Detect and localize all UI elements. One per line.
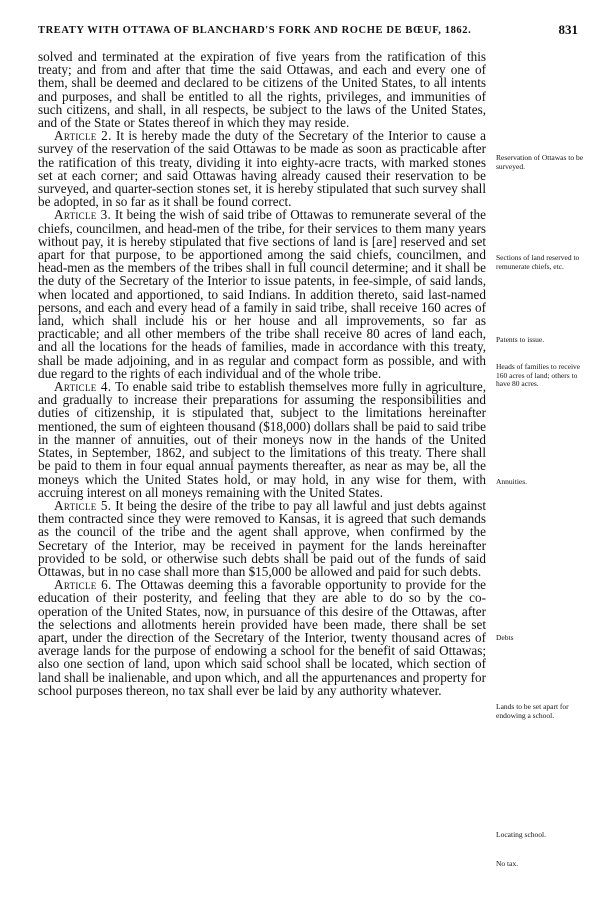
paragraph-text: It being the wish of said tribe of Ottawas to remunerate several of the chiefs, councilmen, and head-men of the tribe, for their services to them many years without pay, it is hereby stipulated that five sections of land is [are] reserved and set apart for that purpose, to be apportioned among the said chiefs, councilmen, and head-men as the members of the tribes shall in full council determine; and it shall be the duty of the Secretary of the Interior to issue patents, in fee-simple, of said lands, when located and apportioned, to said Indians. In addition thereto, said last-named persons, and each and every head of a family in said tribe, shall receive 160 acres of land, which shall include his or her house and all improvements, so far as practicable; and all other members of the tribe shall receive 80 acres of land each, and all the locations for the heads of families, made in accordance with this treaty, shall be made adjoining, and in as regular and compact form as possible, and with due regard to the rights of each individual and of the whole tribe. (38, 207, 487, 381)
article-heading: Article 6. (54, 577, 112, 593)
side-note: Sections of land reserved to remunerate chiefs, etc. (496, 253, 580, 271)
paragraph-text: The Ottawas deeming this a favorable opportunity to provide for the education of their posterity, and feeling that they are able to do so by the co-operation of the United States, now, in pursuance of this desire of the Ottawas, after the selections and allotments herein provided have been made, there shall be set apart, under the direction of the Secretary of the Interior, twenty thousand acres of average lands for the purpose of endowing a school for the benefit of said Ottawas; also one section of land, upon which said school shall be located, which section of land shall be inalienable, and upon which, and all the appurtenances and property for school purposes thereon, no tax shall ever be laid by any authority whatever. (38, 577, 487, 698)
running-header (38, 22, 578, 40)
main-text (38, 50, 486, 697)
article-heading: Article 2. (54, 128, 112, 144)
article-5 (38, 499, 486, 578)
header-title: TREATY WITH OTTAWA OF BLANCHARD'S FORK AND ROCHE DE BŒUF, 1862. (38, 25, 472, 36)
article-heading: Article 4. (54, 379, 112, 395)
side-note: Debts (496, 633, 514, 642)
article-4 (38, 380, 486, 499)
side-note: Locating school. (496, 830, 546, 839)
article-heading: Article 3. (54, 207, 112, 223)
paragraph-continuation (38, 50, 486, 129)
paragraph-text: solved and terminated at the expiration of five years from the ratification of this treaty; and from and after that time the said Ottawas, and each and every one of them, shall be deemed and declared to be citizens of the United States, to all intents and purposes, and shall be entitled to all the rights, privileges, and immunities of such citizens, and shall, in all respects, be subject to the laws of the United States, and of the State or States thereof in which they may reside. (38, 49, 486, 131)
page-number: 831 (558, 22, 578, 37)
side-note: Annuities. (496, 477, 528, 486)
side-note: Heads of families to receive 160 acres of land; others to have 80 acres. (496, 362, 581, 388)
side-note: Reservation of Ottawas to be surveyed. (496, 153, 584, 171)
article-6 (38, 578, 486, 697)
article-3 (38, 208, 486, 380)
paragraph-text: It being the desire of the tribe to pay all lawful and just debts against them contracted since they were removed to Kansas, it is agreed that such demands as the council of the tribe and the agent shall approve, when confirmed by the Secretary of the Interior, may be received in payment for the lands hereinafter provided to be sold, or otherwise such debts shall be paid out of the funds of said Ottawas, but in no case shall more than $15,000 be allowed and paid for such debts. (38, 497, 487, 579)
side-note: Patents to issue. (496, 335, 545, 344)
side-note: Lands to be set apart for endowing a school. (496, 702, 569, 720)
article-heading: Article 5. (54, 497, 112, 513)
paragraph-text: To enable said tribe to establish themselves more fully in agriculture, and gradually to increase their preparations for assuming the responsibilities and duties of citizenship, it is stipulated that, subject to the limitations hereinafter mentioned, the sum of eighteen thousand ($18,000) dollars shall be paid to said tribe in the manner of annuities, out of their moneys now in the hands of the United States, in September, 1862, and subject to the limitations of this treaty. There shall be paid to them in four equal annual payments thereafter, as near as may be, all the moneys which the United States hold, or may hold, in any wise for them, with accruing interest on all moneys remaining with the United States. (38, 379, 486, 500)
paragraph-text: It is hereby made the duty of the Secretary of the Interior to cause a survey of the reservation of the said Ottawas to be made as soon as practicable after the ratification of this treaty, dividing it into eighty-acre tracts, with marked stones set at each corner; and said Ottawas having already caused their reservation to be surveyed, and quarter-section stones set, it is hereby stipulated that such survey shall be adopted, in so far as it shall be found correct. (38, 128, 487, 210)
side-note: No tax. (496, 859, 519, 868)
article-2 (38, 129, 486, 208)
